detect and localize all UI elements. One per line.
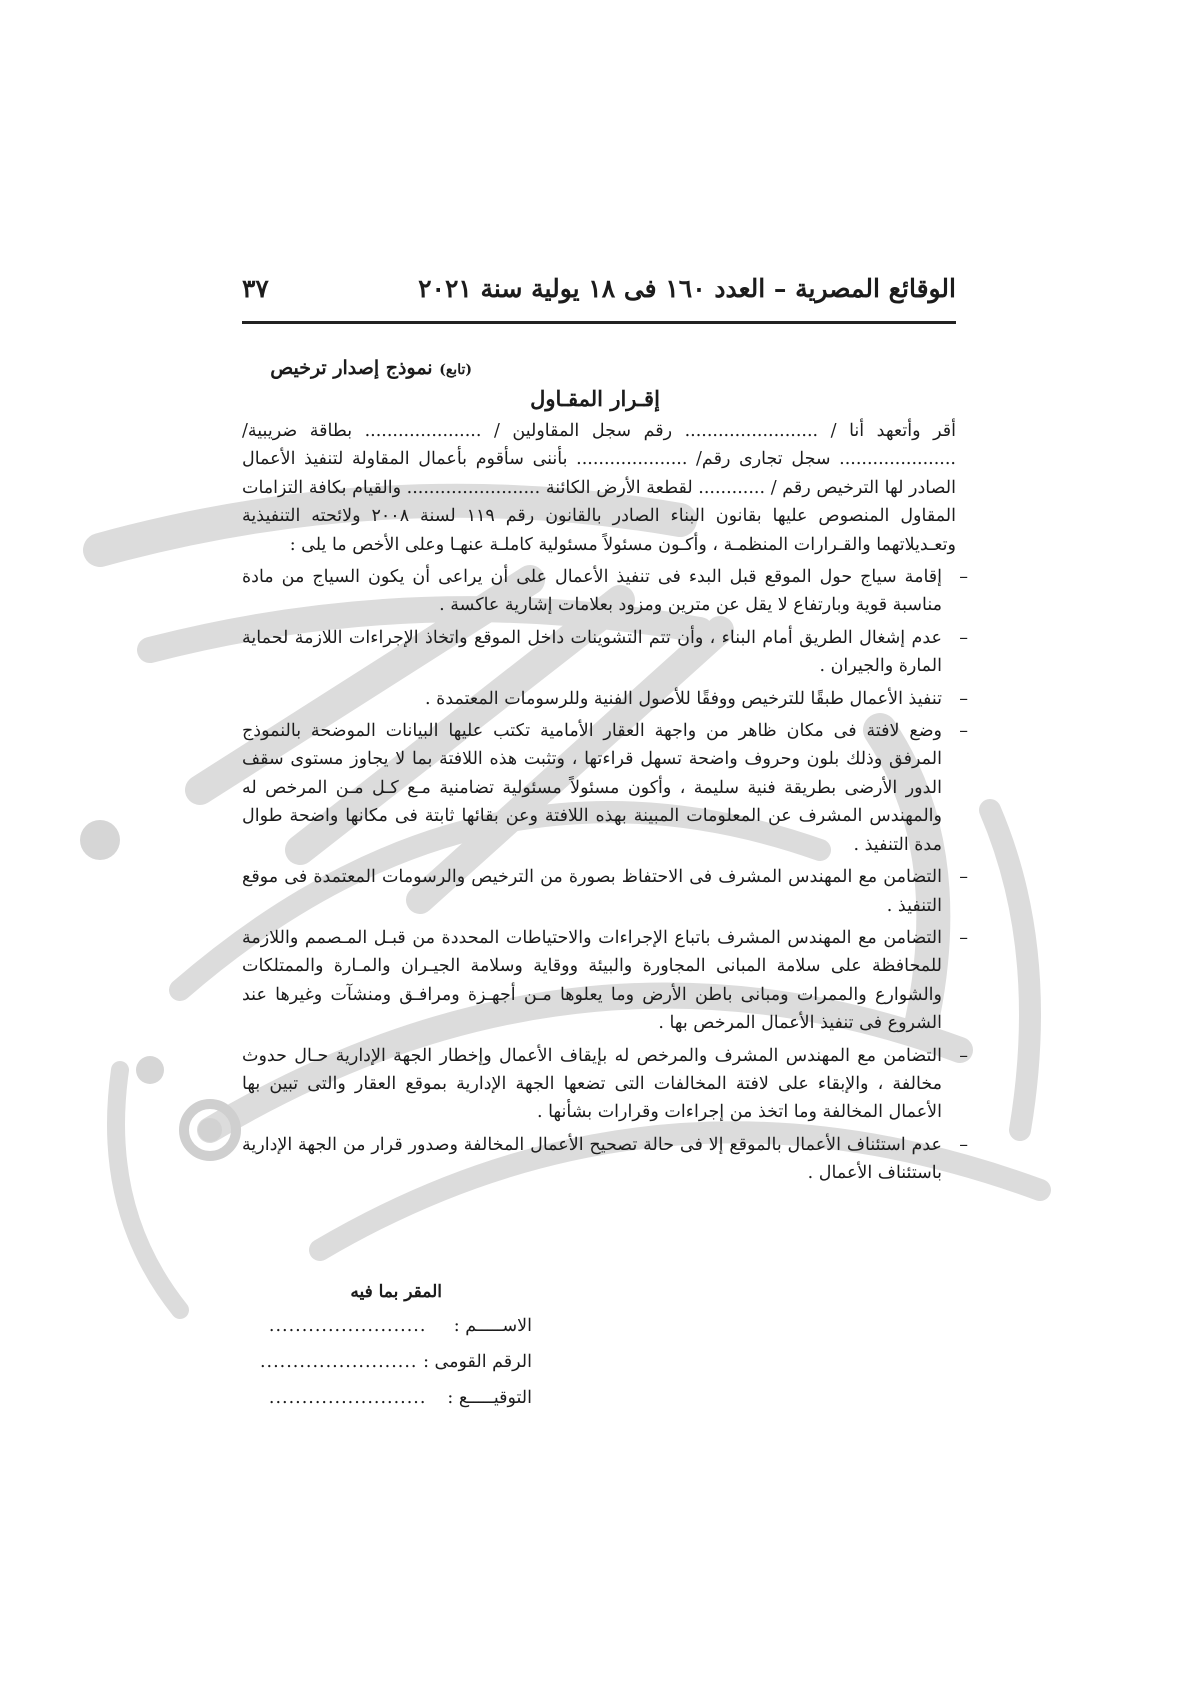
list-item	[242, 685, 968, 713]
list-item	[242, 717, 968, 859]
bullet-dash: –	[959, 867, 968, 888]
list-item-text: التضامن مع المهندس المشرف فى الاحتفاظ بصورة من الترخيص والرسومات المعتمدة فى موقع التنفيذ .	[242, 867, 942, 916]
name-field[interactable]: ........................	[268, 1316, 427, 1336]
bullet-dash: –	[959, 1134, 968, 1155]
obligations-list	[242, 563, 968, 1188]
signature-row-national-id	[260, 1352, 532, 1388]
list-item	[242, 563, 968, 620]
signature-field[interactable]: ........................	[268, 1388, 427, 1408]
list-item	[242, 1042, 968, 1127]
national-id-label: الرقم القومى :	[423, 1352, 532, 1372]
signature-title: المقر بما فيه	[350, 1282, 442, 1302]
list-item-text: التضامن مع المهندس المشرف باتباع الإجراءات والاحتياطات المحددة من قبـل المـصمم واللازمة للمحافظة على سلامة المبانى المجاورة والبيئة ووقاية وسلامة الجيـران والمـارة والممتلكات والشوارع والممرات ومبانى باطن الأرض وما يعلوها مـن أجهـزة ومرافـق ومنشآت وغيرها عند الشروع فى تنفيذ الأعمال المرخص بها .	[242, 927, 942, 1034]
list-item-text: إقامة سياج حول الموقع قبل البدء فى تنفيذ الأعمال على أن يراعى أن يكون السياج من مادة مناسبة قوية وبارتفاع لا يقل عن مترين ومزود بعلامات إشارية عاكسة .	[242, 567, 942, 616]
national-id-field[interactable]: ........................	[259, 1352, 418, 1372]
page-header	[242, 270, 956, 320]
bullet-dash: –	[959, 627, 968, 648]
signature-block	[260, 1282, 532, 1424]
header-divider	[242, 321, 956, 324]
continuation-title: نموذج إصدار ترخيص	[270, 357, 433, 379]
list-item-text: تنفيذ الأعمال طبقًا للترخيص ووفقًا للأصول الفنية وللرسومات المعتمدة .	[425, 688, 942, 709]
list-item	[242, 924, 968, 1038]
name-label: الاســـــم :	[453, 1316, 532, 1336]
list-item-text: عدم إشغال الطريق أمام البناء ، وأن تتم التشوينات داخل الموقع واتخاذ الإجراءات اللازمة لحماية المارة والجيران .	[242, 627, 942, 677]
bullet-dash: –	[959, 721, 968, 742]
signature-row-signature	[260, 1388, 532, 1424]
intro-paragraph: أقر وأتعهد أنا / ........................ رقم سجل المقاولين / ..................... بطاقة ضريبية/ ..................... سجل تجارى رقم/ .................... بأننى سأقوم بأعمال المقاولة لتنفيذ الأعمال الصادر لها الترخيص رقم / ............ لقطعة الأرض الكائنة ........................ والقيام بكافة التزامات المقاول المنصوص عليها بقانون البناء الصادر بالقانون رقم ١١٩ لسنة ٢٠٠٨ ولائحته التنفيذية وتعـديلاتهما والقـرارات المنظمـة ، وأكـون مسئولاً مسئولية كاملـة عنهـا وعلى الأخص ما يلى :	[242, 421, 957, 555]
gazette-title: الوقائع المصرية – العدد ١٦٠ فى ١٨ يولية سنة ٢٠٢١	[418, 274, 956, 303]
signature-row-name	[260, 1316, 532, 1352]
list-item	[242, 863, 968, 920]
bullet-dash: –	[959, 1045, 968, 1066]
continuation-label: (تابع)	[439, 362, 472, 378]
bullet-dash: –	[959, 688, 968, 709]
signature-label: التوقيـــــع :	[447, 1388, 532, 1408]
list-item-text: التضامن مع المهندس المشرف والمرخص له بإيقاف الأعمال وإخطار الجهة الإدارية حـال حدوث مخالفة ، والإبقاء على لافتة المخالفات التى تضعها الجهة الإدارية بموقع العقار والتى تبين بها الأعمال المخالفة وما اتخذ من إجراءات وقرارات بشأنها .	[242, 1045, 942, 1123]
form-title: إقـرار المقـاول	[530, 386, 660, 411]
list-item-text: عدم استئناف الأعمال بالموقع إلا فى حالة تصحيح الأعمال المخالفة وصدور قرار من الجهة الإدارية باستئناف الأعمال .	[242, 1134, 942, 1184]
form-body	[242, 417, 968, 1188]
continuation-heading	[270, 357, 472, 379]
bullet-dash: –	[959, 567, 968, 588]
page-number: ٣٧	[242, 274, 269, 303]
list-item	[242, 624, 968, 681]
bullet-dash: –	[959, 927, 968, 948]
list-item-text: وضع لافتة فى مكان ظاهر من واجهة العقار الأمامية تكتب عليها البيانات الموضحة بالنموذج المرفق وذلك بلون وحروف واضحة تسهل قراءتها ، وتثبت هذه اللافتة بما لا يجاوز مستوى سقف الدور الأرضى بطريقة فنية سليمة ، وأكون مسئولاً مسئولية تضامنية مـع كـل مـن المرخص له والمهندس المشرف عن المعلومات المبينة بهذه اللافتة وعن بقائها ثابتة فى مكانها واضحة طوال مدة التنفيذ .	[242, 721, 942, 855]
list-item	[242, 1131, 968, 1188]
